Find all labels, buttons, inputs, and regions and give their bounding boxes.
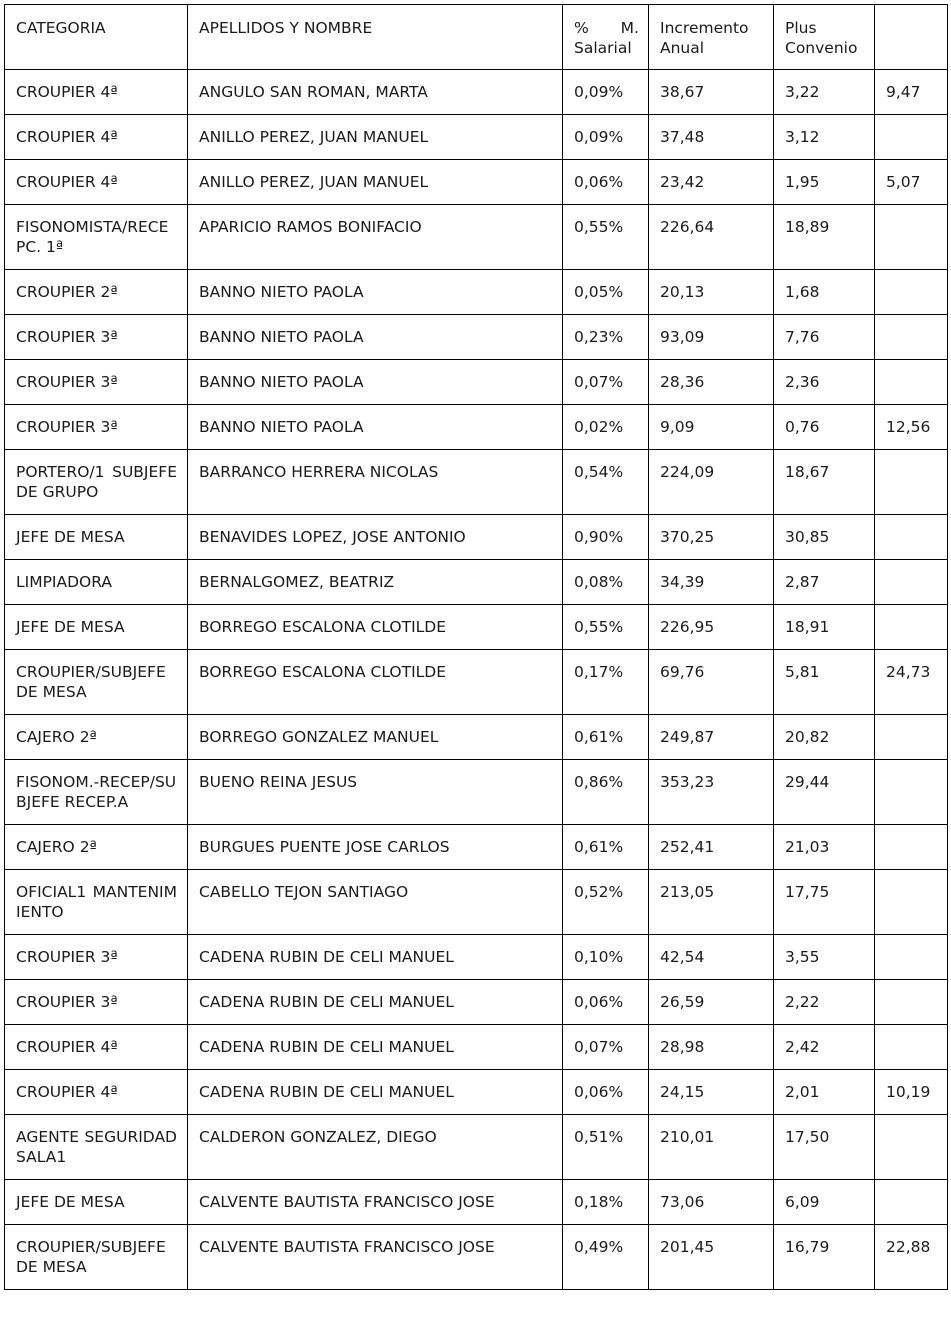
plus-convenio-cell: 0,76 — [774, 405, 875, 450]
plus-convenio-cell: 2,01 — [774, 1070, 875, 1115]
nombre-cell: BARRANCO HERRERA NICOLAS — [188, 450, 563, 515]
header-categoria: CATEGORIA — [5, 5, 188, 70]
total-cell — [875, 715, 948, 760]
masa-salarial-cell: 0,07% — [563, 1025, 649, 1070]
table-row — [5, 1070, 948, 1115]
table-row — [5, 205, 948, 270]
masa-salarial-cell: 0,17% — [563, 650, 649, 715]
incremento-cell: 226,64 — [649, 205, 774, 270]
plus-convenio-cell: 18,89 — [774, 205, 875, 270]
table-row — [5, 605, 948, 650]
masa-salarial-cell: 0,51% — [563, 1115, 649, 1180]
plus-convenio-cell: 3,22 — [774, 70, 875, 115]
plus-convenio-cell: 2,42 — [774, 1025, 875, 1070]
plus-convenio-cell: 17,50 — [774, 1115, 875, 1180]
nombre-cell: BANNO NIETO PAOLA — [188, 360, 563, 405]
total-cell — [875, 605, 948, 650]
total-cell — [875, 1115, 948, 1180]
plus-convenio-cell: 2,87 — [774, 560, 875, 605]
incremento-cell: 224,09 — [649, 450, 774, 515]
plus-convenio-cell: 3,55 — [774, 935, 875, 980]
total-cell — [875, 980, 948, 1025]
nombre-cell: CALDERON GONZALEZ, DIEGO — [188, 1115, 563, 1180]
total-cell — [875, 205, 948, 270]
masa-salarial-cell: 0,52% — [563, 870, 649, 935]
plus-convenio-cell: 2,36 — [774, 360, 875, 405]
total-cell — [875, 360, 948, 405]
incremento-cell: 34,39 — [649, 560, 774, 605]
plus-convenio-cell: 2,22 — [774, 980, 875, 1025]
table-row — [5, 825, 948, 870]
incremento-cell: 42,54 — [649, 935, 774, 980]
incremento-cell: 28,98 — [649, 1025, 774, 1070]
plus-convenio-cell: 6,09 — [774, 1180, 875, 1225]
nombre-cell: BANNO NIETO PAOLA — [188, 270, 563, 315]
table-row — [5, 360, 948, 405]
table-row — [5, 70, 948, 115]
total-cell — [875, 115, 948, 160]
table-row — [5, 935, 948, 980]
masa-salarial-cell: 0,02% — [563, 405, 649, 450]
table-row — [5, 1025, 948, 1070]
total-cell — [875, 870, 948, 935]
categoria-cell: CROUPIER 3ª — [5, 405, 188, 450]
plus-convenio-cell: 18,67 — [774, 450, 875, 515]
plus-convenio-cell: 30,85 — [774, 515, 875, 560]
nombre-cell: BANNO NIETO PAOLA — [188, 315, 563, 360]
table-row — [5, 980, 948, 1025]
total-cell — [875, 1025, 948, 1070]
salary-table — [4, 4, 948, 1290]
total-cell — [875, 315, 948, 360]
incremento-cell: 353,23 — [649, 760, 774, 825]
total-cell — [875, 515, 948, 560]
masa-salarial-cell: 0,23% — [563, 315, 649, 360]
nombre-cell: CADENA RUBIN DE CELI MANUEL — [188, 1025, 563, 1070]
nombre-cell: APARICIO RAMOS BONIFACIO — [188, 205, 563, 270]
header-total — [875, 5, 948, 70]
table-row — [5, 315, 948, 360]
masa-salarial-cell: 0,06% — [563, 160, 649, 205]
categoria-cell: PORTERO/1 SUBJEFE DE GRUPO — [5, 450, 188, 515]
plus-convenio-cell: 3,12 — [774, 115, 875, 160]
table-row — [5, 160, 948, 205]
table-row — [5, 760, 948, 825]
header-incremento-anual: Incremento Anual — [649, 5, 774, 70]
nombre-cell: BURGUES PUENTE JOSE CARLOS — [188, 825, 563, 870]
nombre-cell: BENAVIDES LOPEZ, JOSE ANTONIO — [188, 515, 563, 560]
incremento-cell: 226,95 — [649, 605, 774, 650]
nombre-cell: CALVENTE BAUTISTA FRANCISCO JOSE — [188, 1225, 563, 1290]
table-row — [5, 115, 948, 160]
table-row — [5, 1115, 948, 1180]
masa-salarial-cell: 0,09% — [563, 70, 649, 115]
masa-salarial-cell: 0,08% — [563, 560, 649, 605]
table-row — [5, 450, 948, 515]
masa-salarial-cell: 0,18% — [563, 1180, 649, 1225]
total-cell — [875, 1180, 948, 1225]
incremento-cell: 23,42 — [649, 160, 774, 205]
total-cell — [875, 760, 948, 825]
nombre-cell: BUENO REINA JESUS — [188, 760, 563, 825]
masa-salarial-cell: 0,61% — [563, 715, 649, 760]
categoria-cell: AGENTE SEGURIDAD SALA1 — [5, 1115, 188, 1180]
total-cell: 12,56 — [875, 405, 948, 450]
nombre-cell: BORREGO ESCALONA CLOTILDE — [188, 650, 563, 715]
categoria-cell: CROUPIER 4ª — [5, 70, 188, 115]
categoria-cell: CROUPIER 3ª — [5, 935, 188, 980]
incremento-cell: 38,67 — [649, 70, 774, 115]
nombre-cell: BORREGO ESCALONA CLOTILDE — [188, 605, 563, 650]
plus-convenio-cell: 5,81 — [774, 650, 875, 715]
incremento-cell: 213,05 — [649, 870, 774, 935]
nombre-cell: ANILLO PEREZ, JUAN MANUEL — [188, 115, 563, 160]
total-cell — [875, 825, 948, 870]
categoria-cell: CROUPIER 2ª — [5, 270, 188, 315]
masa-salarial-cell: 0,54% — [563, 450, 649, 515]
total-cell: 10,19 — [875, 1070, 948, 1115]
categoria-cell: CROUPIER 3ª — [5, 980, 188, 1025]
plus-convenio-cell: 21,03 — [774, 825, 875, 870]
masa-salarial-cell: 0,05% — [563, 270, 649, 315]
table-row — [5, 560, 948, 605]
categoria-cell: CAJERO 2ª — [5, 715, 188, 760]
total-cell — [875, 270, 948, 315]
total-cell — [875, 560, 948, 605]
incremento-cell: 73,06 — [649, 1180, 774, 1225]
categoria-cell: FISONOMISTA/RECEPC. 1ª — [5, 205, 188, 270]
incremento-cell: 249,87 — [649, 715, 774, 760]
table-row — [5, 870, 948, 935]
categoria-cell: CROUPIER 4ª — [5, 160, 188, 205]
header-nombre: APELLIDOS Y NOMBRE — [188, 5, 563, 70]
header-plus-convenio: Plus Convenio — [774, 5, 875, 70]
nombre-cell: BORREGO GONZALEZ MANUEL — [188, 715, 563, 760]
masa-salarial-cell: 0,09% — [563, 115, 649, 160]
nombre-cell: CADENA RUBIN DE CELI MANUEL — [188, 980, 563, 1025]
table-row — [5, 405, 948, 450]
categoria-cell: JEFE DE MESA — [5, 605, 188, 650]
table-row — [5, 1180, 948, 1225]
total-cell: 5,07 — [875, 160, 948, 205]
masa-salarial-cell: 0,06% — [563, 980, 649, 1025]
plus-convenio-cell: 29,44 — [774, 760, 875, 825]
masa-salarial-cell: 0,55% — [563, 205, 649, 270]
table-row — [5, 1225, 948, 1290]
plus-convenio-cell: 1,95 — [774, 160, 875, 205]
incremento-cell: 93,09 — [649, 315, 774, 360]
plus-convenio-cell: 20,82 — [774, 715, 875, 760]
masa-salarial-cell: 0,49% — [563, 1225, 649, 1290]
masa-salarial-cell: 0,55% — [563, 605, 649, 650]
header-masa-salarial: % M. Salarial — [563, 5, 649, 70]
categoria-cell: CROUPIER/SUBJEFE DE MESA — [5, 650, 188, 715]
categoria-cell: CROUPIER 3ª — [5, 315, 188, 360]
total-cell — [875, 450, 948, 515]
plus-convenio-cell: 17,75 — [774, 870, 875, 935]
incremento-cell: 20,13 — [649, 270, 774, 315]
total-cell: 22,88 — [875, 1225, 948, 1290]
nombre-cell: BERNALGOMEZ, BEATRIZ — [188, 560, 563, 605]
categoria-cell: CROUPIER 4ª — [5, 1025, 188, 1070]
masa-salarial-cell: 0,06% — [563, 1070, 649, 1115]
incremento-cell: 26,59 — [649, 980, 774, 1025]
nombre-cell: CADENA RUBIN DE CELI MANUEL — [188, 935, 563, 980]
nombre-cell: CABELLO TEJON SANTIAGO — [188, 870, 563, 935]
total-cell — [875, 935, 948, 980]
masa-salarial-cell: 0,61% — [563, 825, 649, 870]
categoria-cell: JEFE DE MESA — [5, 1180, 188, 1225]
masa-salarial-cell: 0,07% — [563, 360, 649, 405]
plus-convenio-cell: 18,91 — [774, 605, 875, 650]
incremento-cell: 210,01 — [649, 1115, 774, 1180]
incremento-cell: 201,45 — [649, 1225, 774, 1290]
categoria-cell: OFICIAL1 MANTENIMIENTO — [5, 870, 188, 935]
categoria-cell: CROUPIER 4ª — [5, 1070, 188, 1115]
nombre-cell: BANNO NIETO PAOLA — [188, 405, 563, 450]
plus-convenio-cell: 1,68 — [774, 270, 875, 315]
incremento-cell: 9,09 — [649, 405, 774, 450]
plus-convenio-cell: 16,79 — [774, 1225, 875, 1290]
nombre-cell: ANGULO SAN ROMAN, MARTA — [188, 70, 563, 115]
table-row — [5, 650, 948, 715]
nombre-cell: CADENA RUBIN DE CELI MANUEL — [188, 1070, 563, 1115]
total-cell: 9,47 — [875, 70, 948, 115]
categoria-cell: CROUPIER 4ª — [5, 115, 188, 160]
nombre-cell: ANILLO PEREZ, JUAN MANUEL — [188, 160, 563, 205]
incremento-cell: 370,25 — [649, 515, 774, 560]
incremento-cell: 24,15 — [649, 1070, 774, 1115]
table-row — [5, 270, 948, 315]
categoria-cell: CROUPIER 3ª — [5, 360, 188, 405]
incremento-cell: 28,36 — [649, 360, 774, 405]
categoria-cell: LIMPIADORA — [5, 560, 188, 605]
plus-convenio-cell: 7,76 — [774, 315, 875, 360]
table-row — [5, 515, 948, 560]
total-cell: 24,73 — [875, 650, 948, 715]
header-row — [5, 5, 948, 70]
masa-salarial-cell: 0,90% — [563, 515, 649, 560]
incremento-cell: 37,48 — [649, 115, 774, 160]
masa-salarial-cell: 0,86% — [563, 760, 649, 825]
table-row — [5, 715, 948, 760]
incremento-cell: 69,76 — [649, 650, 774, 715]
nombre-cell: CALVENTE BAUTISTA FRANCISCO JOSE — [188, 1180, 563, 1225]
categoria-cell: CAJERO 2ª — [5, 825, 188, 870]
categoria-cell: CROUPIER/SUBJEFE DE MESA — [5, 1225, 188, 1290]
masa-salarial-cell: 0,10% — [563, 935, 649, 980]
categoria-cell: JEFE DE MESA — [5, 515, 188, 560]
incremento-cell: 252,41 — [649, 825, 774, 870]
categoria-cell: FISONOM.-RECEP/SUBJEFE RECEP.A — [5, 760, 188, 825]
